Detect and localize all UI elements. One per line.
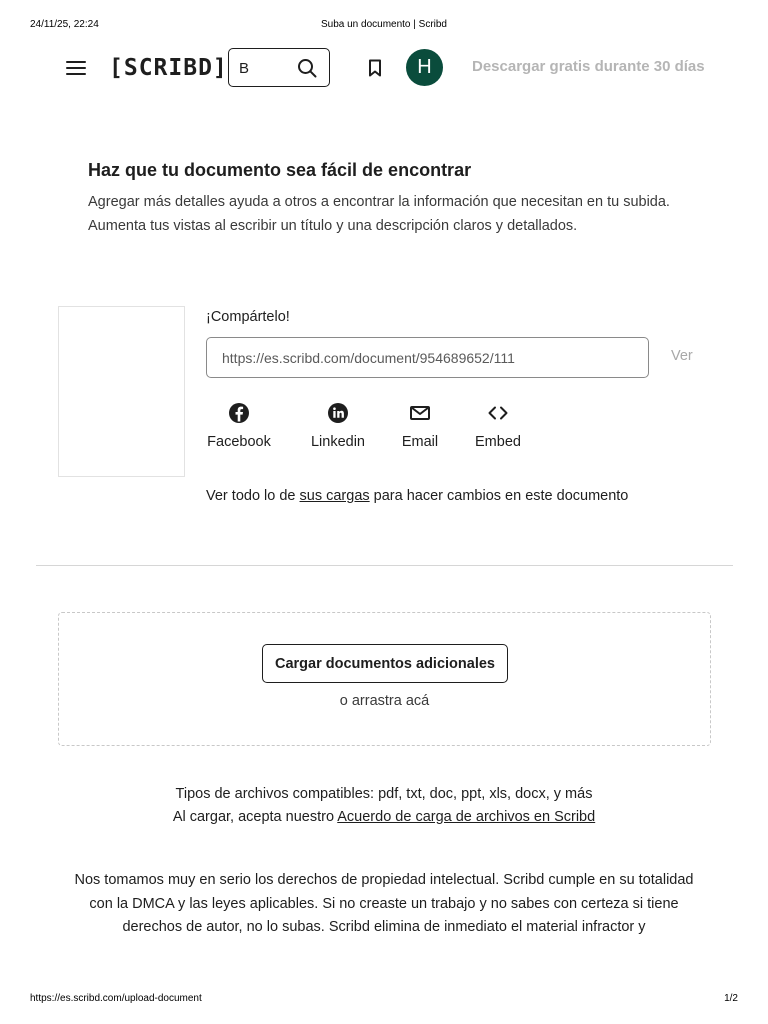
share-option-label: Embed [475,434,521,450]
view-document-link[interactable]: Ver [671,348,693,364]
copyright-notice: Nos tomamos muy en serio los derechos de propiedad intelectual. Scribd cumple en su totalidad con la DMCA y las leyes aplicables. Si no creaste un trabajo y no sabes con certeza si tiene derechos de autor, no lo subas. Scribd elimina de inmediato el material infractor y [74,872,694,935]
share-facebook-button[interactable] [206,402,272,450]
share-option-label: Facebook [207,434,271,450]
share-option-label: Email [401,434,439,450]
uploads-prefix: Ver todo lo de [206,488,300,504]
share-linkedin-button[interactable] [309,402,367,450]
share-option-label: Linkedin [310,434,365,450]
top-navigation [0,48,768,88]
bookmark-icon[interactable] [367,59,383,77]
search-icon[interactable] [297,58,317,78]
email-icon [409,402,431,424]
print-title: Suba un documento | Scribd [320,19,447,30]
hamburger-menu-icon[interactable] [66,58,88,78]
print-header [0,19,768,33]
search-input[interactable] [239,57,289,79]
uploads-suffix: para hacer cambios en este documento [369,488,629,504]
linkedin-icon [327,402,349,424]
embed-icon [487,402,509,424]
section-divider [36,565,733,566]
upload-dropzone[interactable] [58,612,711,746]
print-footer [0,993,768,1007]
free-trial-link[interactable]: Descargar gratis durante 30 días [472,58,705,75]
share-label: ¡Compártelo! [206,309,290,325]
agreement-prefix: Al cargar, acepta nuestro [172,809,338,825]
print-page-number: 1/2 [724,993,738,1004]
document-thumbnail [58,306,185,477]
scribd-logo[interactable]: [SCRIBD] [109,55,228,81]
your-uploads-link[interactable]: sus cargas [299,488,370,504]
search-box[interactable] [228,48,330,87]
drag-here-text: o arrastra acá [339,693,430,709]
user-avatar[interactable]: H [406,49,443,86]
page-heading: Haz que tu documento sea fácil de encontrar [88,160,472,180]
intro-text: Agregar más detalles ayuda a otros a encontrar la información que necesitan en tu subida. Aumenta tus vistas al escribir un título y una descripción claros y detallados. [88,194,670,234]
supported-file-types: Tipos de archivos compatibles: pdf, txt, doc, ppt, xls, docx, y más [175,786,593,802]
facebook-icon [228,402,250,424]
share-embed-button[interactable] [474,402,522,450]
share-email-button[interactable] [401,402,439,450]
upload-more-documents-button[interactable]: Cargar documentos adicionales [262,644,508,683]
print-url: https://es.scribd.com/upload-document [30,993,202,1004]
print-date: 24/11/25, 22:24 [30,19,99,30]
upload-agreement-line [0,809,768,825]
document-url-field[interactable] [206,337,649,378]
uploads-line [206,488,628,504]
upload-agreement-link[interactable]: Acuerdo de carga de archivos en Scribd [337,809,596,825]
